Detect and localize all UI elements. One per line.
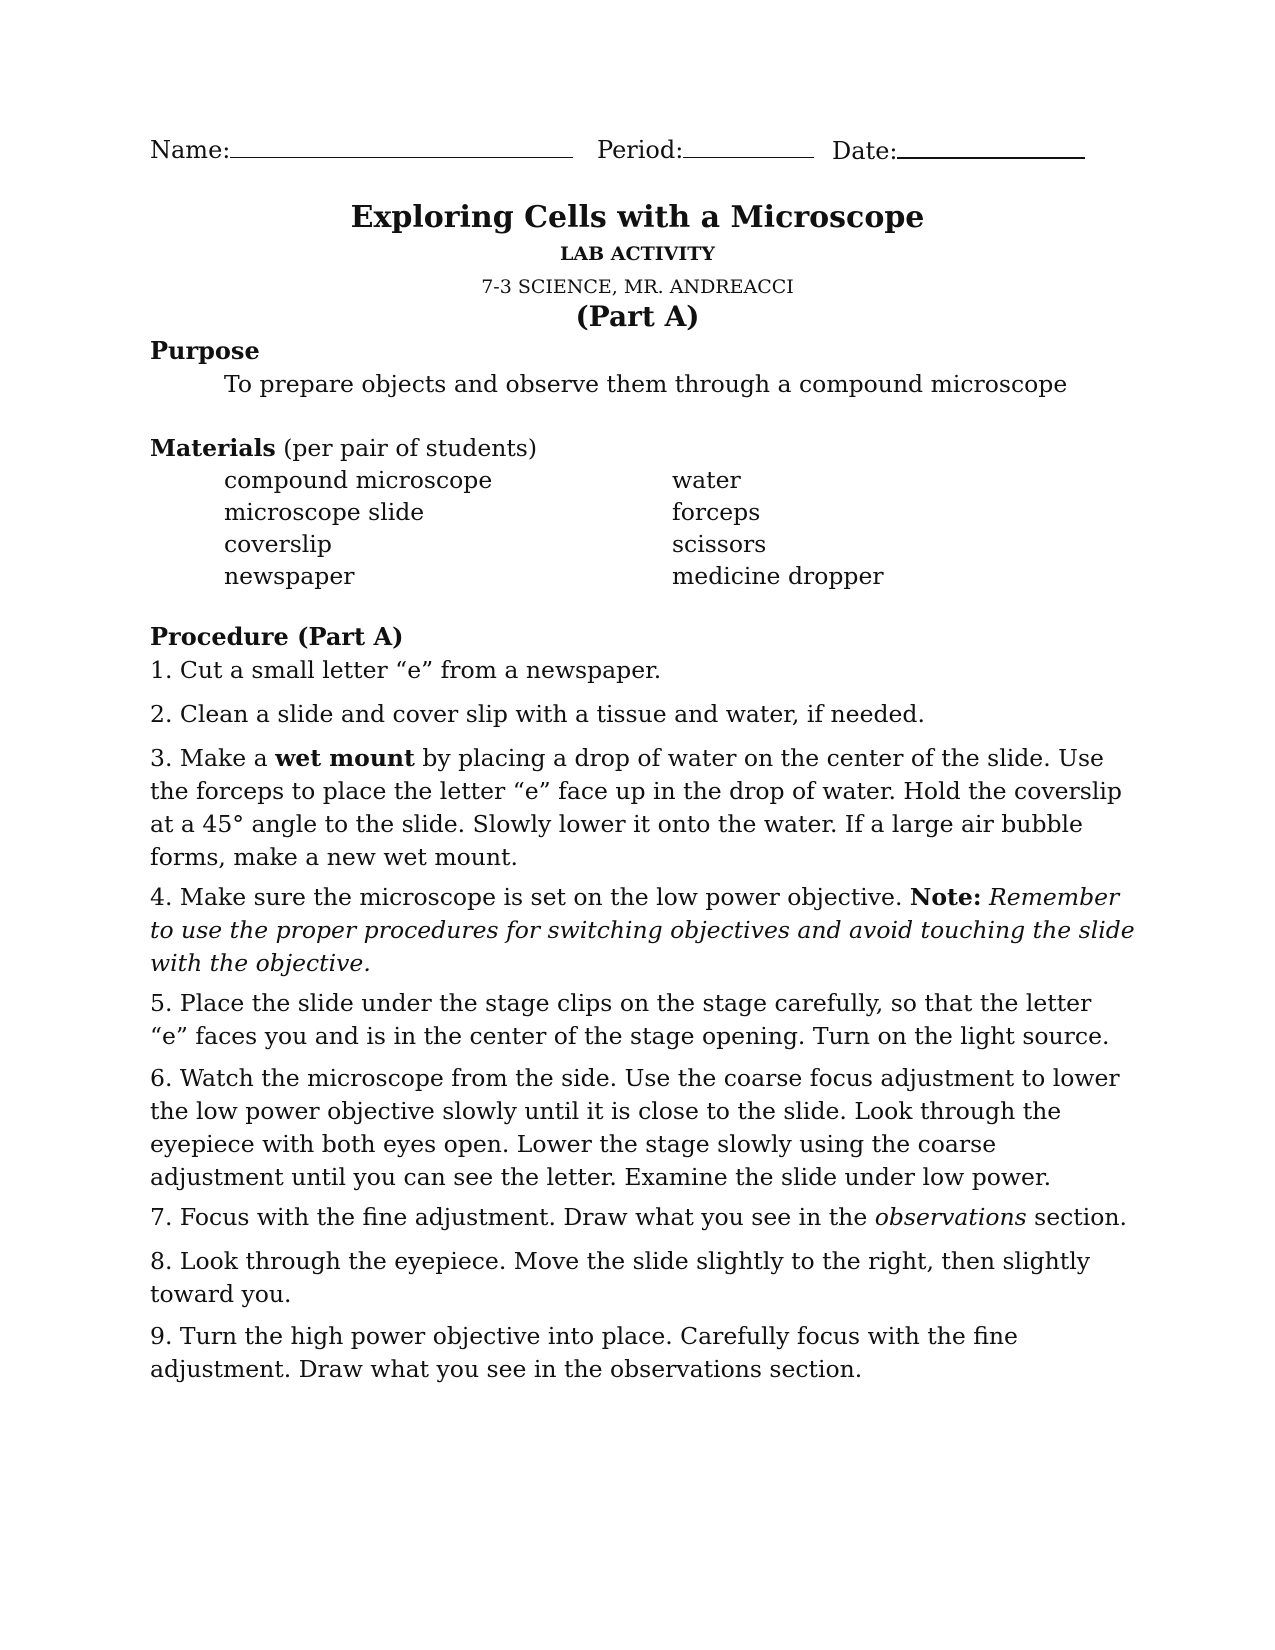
procedure-step-8: 8. Look through the eyepiece. Move the slide slightly to the right, then slightly toward you. [150,1247,1090,1308]
materials-heading-label: Materials [150,434,276,462]
materials-note: (per pair of students) [275,434,538,462]
step-7-text-a: 7. Focus with the fine adjustment. Draw what you see in the [150,1203,875,1231]
name-field [150,135,573,167]
step-7-observations-term: observations [874,1203,1027,1231]
material-item: compound microscope [224,466,493,494]
procedure-step-3 [150,742,1135,874]
procedure-step-7 [150,1201,1135,1234]
step-4-note-label: Note: [909,883,982,911]
date-blank-line [897,135,1085,159]
name-label: Name: [150,136,231,164]
page-title: Exploring Cells with a Microscope [350,200,925,235]
procedure-step-9: 9. Turn the high power objective into place. Carefully focus with the fine adjustment. Draw what you see in the observations section. [150,1322,1018,1383]
step-3-text-b: by placing a drop of water on the center of the slide. Use the forceps to place the letter “e” face up in the drop of water. Hold the coverslip at a 45° angle to the slide. Slowly lower it onto the water. If a large air bubble forms, make a new wet mount. [150,744,1122,871]
step-4-note-text: Remember to use the proper procedures for switching objectives and avoid touching the slide with the objective. [150,883,1135,977]
step-7-text-b: section. [1026,1203,1127,1231]
period-field [597,135,814,167]
material-item: medicine dropper [672,562,884,590]
purpose-heading: Purpose [150,336,260,365]
name-blank-line [230,135,573,158]
material-item: newspaper [224,562,355,590]
material-item: forceps [672,498,761,526]
procedure-step-6: 6. Watch the microscope from the side. Use the coarse focus adjustment to lower the low power objective slowly until it is close to the slide. Look through the eyepiece with both eyes open. Lower the stage slowly using the coarse adjustment until you can see the letter. Examine the slide under low power. [150,1064,1120,1191]
period-label: Period: [597,136,684,164]
material-item: scissors [672,530,767,558]
course-label: 7-3 SCIENCE, MR. ANDREACCI [481,276,794,298]
materials-heading [150,432,537,465]
material-item: coverslip [224,530,332,558]
material-item: microscope slide [224,498,425,526]
step-4-text: 4. Make sure the microscope is set on the low power objective. [150,883,910,911]
purpose-text: To prepare objects and observe them through a compound microscope [224,370,1068,398]
procedure-heading: Procedure (Part A) [150,622,404,651]
part-label: (Part A) [575,300,700,333]
procedure-step-5: 5. Place the slide under the stage clips on the stage carefully, so that the letter “e” faces you and is in the center of the stage opening. Turn on the light source. [150,989,1110,1050]
activity-label: LAB ACTIVITY [560,243,715,265]
date-label: Date: [832,137,898,165]
material-item: water [672,466,741,494]
procedure-step-1: 1. Cut a small letter “e” from a newspaper. [150,656,662,684]
step-3-wet-mount-term: wet mount [275,744,415,772]
procedure-step-2: 2. Clean a slide and cover slip with a tissue and water, if needed. [150,700,925,728]
period-blank-line [683,135,814,158]
step-3-text-a: 3. Make a [150,744,276,772]
procedure-step-4 [150,881,1135,980]
date-field [832,135,1085,167]
